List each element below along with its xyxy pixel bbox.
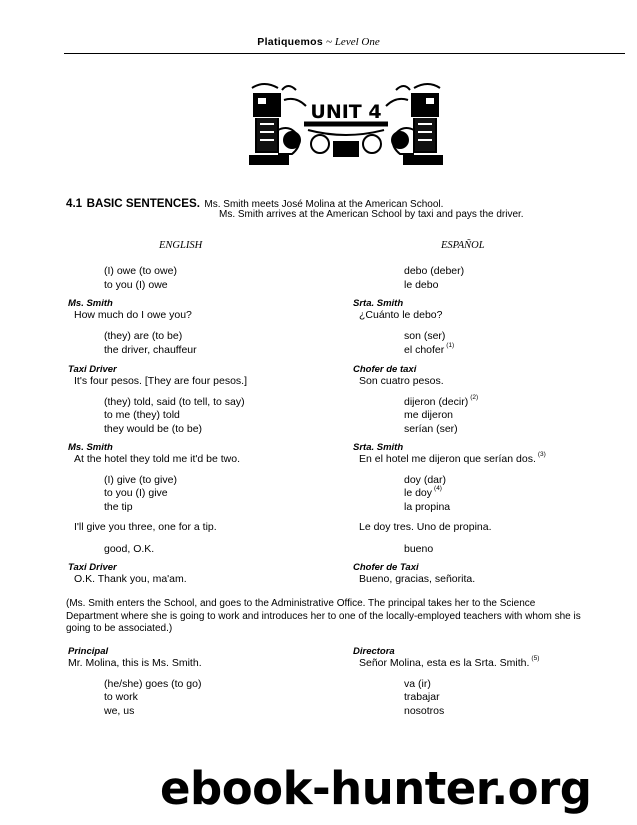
vocab-spanish: le debo bbox=[404, 279, 439, 291]
watermark: ebook-hunter.org bbox=[160, 762, 592, 815]
footnote-ref: (2) bbox=[470, 394, 479, 401]
footnote-ref: (1) bbox=[446, 342, 455, 349]
footnote-ref: (3) bbox=[537, 451, 546, 458]
vocab-english: (he/she) goes (to go) bbox=[104, 678, 202, 690]
header-rule bbox=[64, 53, 625, 54]
level-label: Level One bbox=[334, 36, 380, 48]
column-heading-spanish: ESPAÑOL bbox=[441, 240, 485, 251]
vocab-spanish: me dijeron bbox=[404, 409, 454, 421]
section-title: BASIC SENTENCES. bbox=[86, 197, 200, 210]
speaker-english: Taxi Driver bbox=[68, 364, 117, 375]
sentence-english: At the hotel they told me it'd be two. bbox=[74, 453, 241, 465]
vocab-english: the driver, chauffeur bbox=[104, 344, 197, 356]
vocab-spanish: serían (ser) bbox=[404, 423, 458, 435]
vocab-spanish: son (ser) bbox=[404, 330, 446, 342]
vocab-english: to you (I) give bbox=[104, 487, 168, 499]
sentence-spanish: Bueno, gracias, señorita. bbox=[359, 573, 476, 585]
footnote-ref: (4) bbox=[434, 485, 442, 492]
sentence-english: Mr. Molina, this is Ms. Smith. bbox=[68, 657, 202, 669]
vocab-spanish: el chofer $^{(1)}$ bbox=[404, 342, 455, 356]
vocab-spanish: le doy $^{(4)}$ bbox=[404, 485, 442, 499]
sentence-english: I'll give you three, one for a tip. bbox=[74, 521, 217, 533]
vocab-english: good, O.K. bbox=[104, 543, 155, 555]
sentence-spanish: Le doy tres. Uno de propina. bbox=[359, 521, 492, 533]
section-number: 4.1 bbox=[66, 197, 83, 210]
sentence-spanish: ¿Cuánto le debo? bbox=[359, 309, 443, 321]
vocab-english: to work bbox=[104, 691, 138, 703]
sentence-spanish: Señor Molina, esta es la Srta. Smith. $^{(5)}$ bbox=[359, 655, 540, 669]
vocab-english: to me (they) told bbox=[104, 409, 180, 421]
sentence-english: How much do I owe you? bbox=[74, 309, 192, 321]
speaker-spanish: Directora bbox=[353, 646, 395, 657]
speaker-english: Taxi Driver bbox=[68, 562, 117, 573]
footnote-ref: (5) bbox=[531, 655, 540, 662]
vocab-english: (they) told, said (to tell, to say) bbox=[104, 396, 245, 408]
sentence-english: It's four pesos. [They are four pesos.] bbox=[74, 375, 248, 387]
unit-logo bbox=[248, 80, 444, 170]
vocab-spanish: dijeron (decir) $^{(2)}$ bbox=[404, 394, 479, 408]
speaker-english: Principal bbox=[68, 646, 109, 657]
intro-line-2: Ms. Smith arrives at the American School by taxi and pays the driver. bbox=[219, 209, 524, 220]
vocab-english: (I) give (to give) bbox=[104, 474, 177, 486]
intro-line-1: Ms. Smith meets José Molina at the American School. bbox=[204, 199, 444, 210]
vocab-english: the tip bbox=[104, 501, 133, 513]
stage-direction: (Ms. Smith enters the School, and goes to the Administrative Office. The principal takes her to the Science Department where she is going to work and introduces her to one of the locally-employed teachers with whom she is going to be associated.) bbox=[66, 598, 581, 635]
speaker-english: Ms. Smith bbox=[68, 442, 113, 453]
vocab-english: (I) owe (to owe) bbox=[104, 265, 177, 277]
speaker-english: Ms. Smith bbox=[68, 298, 113, 309]
sentence-spanish: En el hotel me dijeron que serían dos. $^{(3)}$ bbox=[359, 451, 546, 465]
sentence-english: O.K. Thank you, ma'am. bbox=[74, 573, 187, 585]
vocab-spanish: trabajar bbox=[404, 691, 440, 703]
book-title: Platiquemos bbox=[257, 36, 324, 48]
vocab-spanish: bueno bbox=[404, 543, 434, 555]
vocab-spanish: va (ir) bbox=[404, 678, 431, 690]
sentence-spanish: Son cuatro pesos. bbox=[359, 375, 444, 387]
running-header bbox=[0, 36, 637, 48]
vocab-english: to you (I) owe bbox=[104, 279, 168, 291]
speaker-spanish: Chofer de taxi bbox=[353, 364, 417, 375]
speaker-spanish: Srta. Smith bbox=[353, 442, 404, 453]
vocab-spanish: debo (deber) bbox=[404, 265, 465, 277]
vocab-spanish: doy (dar) bbox=[404, 474, 447, 486]
speaker-spanish: Chofer de Taxi bbox=[353, 562, 419, 573]
speaker-spanish: Srta. Smith bbox=[353, 298, 404, 309]
column-heading-english: ENGLISH bbox=[159, 240, 203, 251]
vocab-spanish: nosotros bbox=[404, 705, 445, 717]
vocab-english: (they) are (to be) bbox=[104, 330, 183, 342]
vocab-english: they would be (to be) bbox=[104, 423, 203, 435]
vocab-english: we, us bbox=[104, 705, 135, 717]
unit-title: UNIT 4 bbox=[310, 101, 382, 123]
header-separator: ~ bbox=[325, 36, 332, 48]
vocab-spanish: la propina bbox=[404, 501, 451, 513]
